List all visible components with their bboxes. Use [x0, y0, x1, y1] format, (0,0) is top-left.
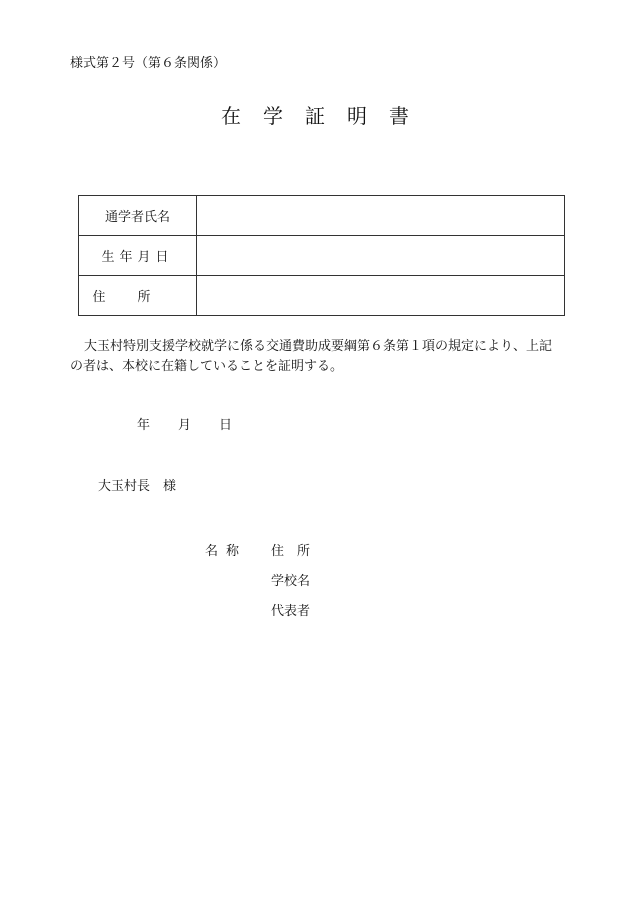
student-info-table — [78, 195, 565, 316]
student-name-label — [79, 196, 197, 236]
addressee: 大玉村長 様 — [98, 479, 177, 494]
statement-line-1: 大玉村特別支援学校就学に係る交通費助成要綱第６条第１項の規定により、上記 — [84, 339, 553, 354]
issue-date — [137, 417, 232, 435]
date-year-label: 年 — [137, 418, 151, 433]
address-label — [79, 276, 197, 316]
statement-line-2: の者は、本校に在籍していることを証明する。 — [70, 359, 344, 374]
date-day-label: 日 — [219, 418, 233, 433]
certification-statement — [70, 337, 565, 377]
signature-representative-label: 代表者 — [271, 604, 311, 619]
birth-date-label — [79, 236, 197, 276]
form-number: 様式第２号（第６条関係） — [70, 56, 227, 71]
document-title: 在学証明書 — [221, 104, 431, 128]
birth-date-label-text: 生年月日 — [101, 250, 174, 265]
date-month-label: 月 — [178, 418, 192, 433]
table-row-address — [79, 276, 565, 316]
signature-address-label: 住 所 — [271, 544, 311, 559]
student-name-label-text: 通学者氏名 — [104, 210, 170, 225]
signature-school-label: 学校名 — [271, 574, 311, 589]
table-row-student-name — [79, 196, 565, 236]
table-row-birth-date — [79, 236, 565, 276]
birth-date-value[interactable] — [197, 236, 565, 276]
student-name-value[interactable] — [197, 196, 565, 236]
address-label-text: 住所 — [92, 290, 183, 305]
signature-name-label: 名称 — [205, 544, 248, 559]
address-value[interactable] — [197, 276, 565, 316]
